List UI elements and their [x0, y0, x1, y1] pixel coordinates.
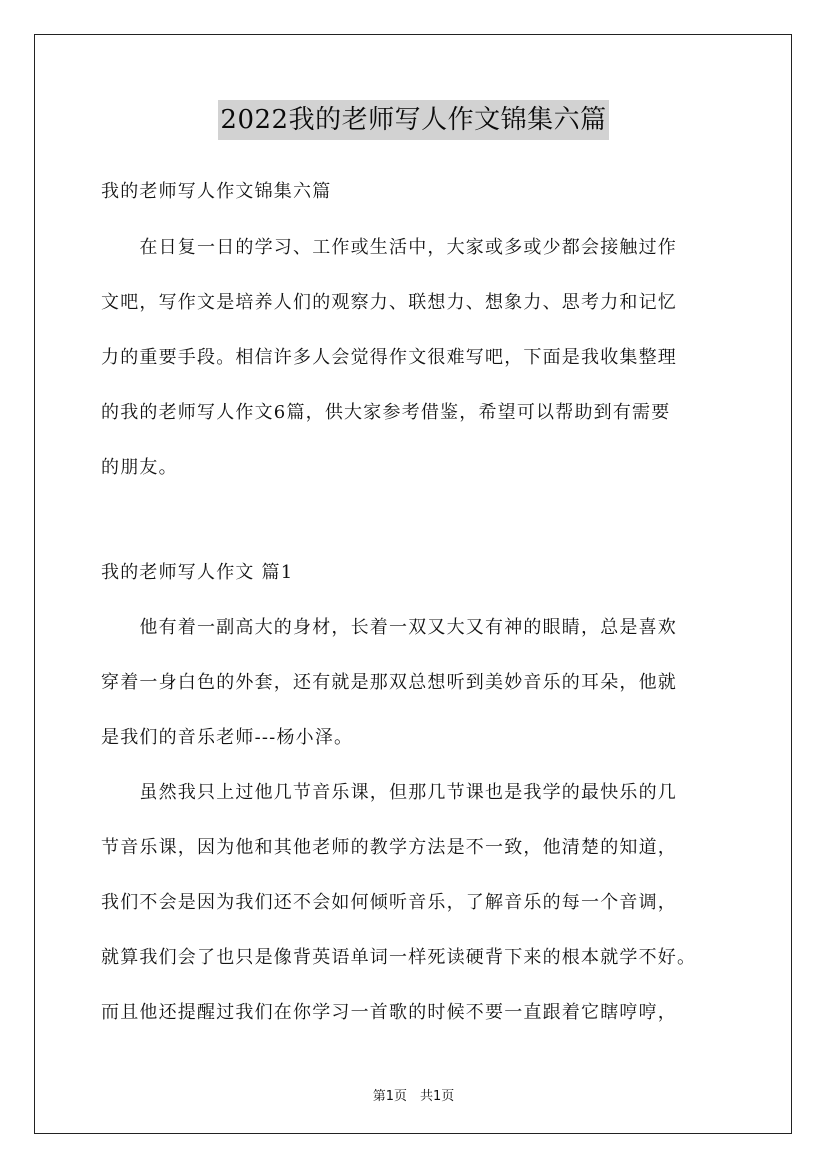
section-line: 虽然我只上过他几节音乐课，但那几节课也是我学的最快乐的几	[101, 782, 677, 803]
section-line: 我们不会是因为我们还不会如何倾听音乐，了解音乐的每一个音调，	[101, 892, 677, 913]
intro-line: 在日复一日的学习、工作或生活中，大家或多或少都会接触过作	[101, 237, 677, 258]
document-title: 2022我的老师写人作文锦集六篇	[218, 100, 608, 140]
section-line: 穿着一身白色的外套，还有就是那双总想听到美妙音乐的耳朵，他就	[101, 672, 677, 693]
intro-line: 文吧，写作文是培养人们的观察力、联想力、想象力、思考力和记忆	[101, 292, 677, 313]
section-line: 他有着一副高大的身材，长着一双又大又有神的眼睛，总是喜欢	[101, 617, 677, 638]
subtitle: 我的老师写人作文锦集六篇	[101, 181, 332, 202]
section-line: 就算我们会了也只是像背英语单词一样死读硬背下来的根本就学不好。	[101, 947, 697, 968]
section-line: 是我们的音乐老师---杨小泽。	[101, 727, 354, 748]
title-container	[0, 100, 827, 140]
page-number-label: 第1页 共1页	[372, 1089, 455, 1104]
section-line: 而且他还提醒过我们在你学习一首歌的时候不要一直跟着它瞎哼哼，	[101, 1002, 677, 1023]
intro-line: 的朋友。	[101, 457, 178, 478]
intro-line: 的我的老师写人作文6篇，供大家参考借鉴，希望可以帮助到有需要	[101, 402, 671, 423]
page-footer	[0, 1085, 827, 1104]
section-line: 节音乐课，因为他和其他老师的教学方法是不一致，他清楚的知道，	[101, 837, 677, 858]
section-heading: 我的老师写人作文 篇1	[101, 562, 294, 583]
intro-line: 力的重要手段。相信许多人会觉得作文很难写吧，下面是我收集整理	[101, 347, 677, 368]
